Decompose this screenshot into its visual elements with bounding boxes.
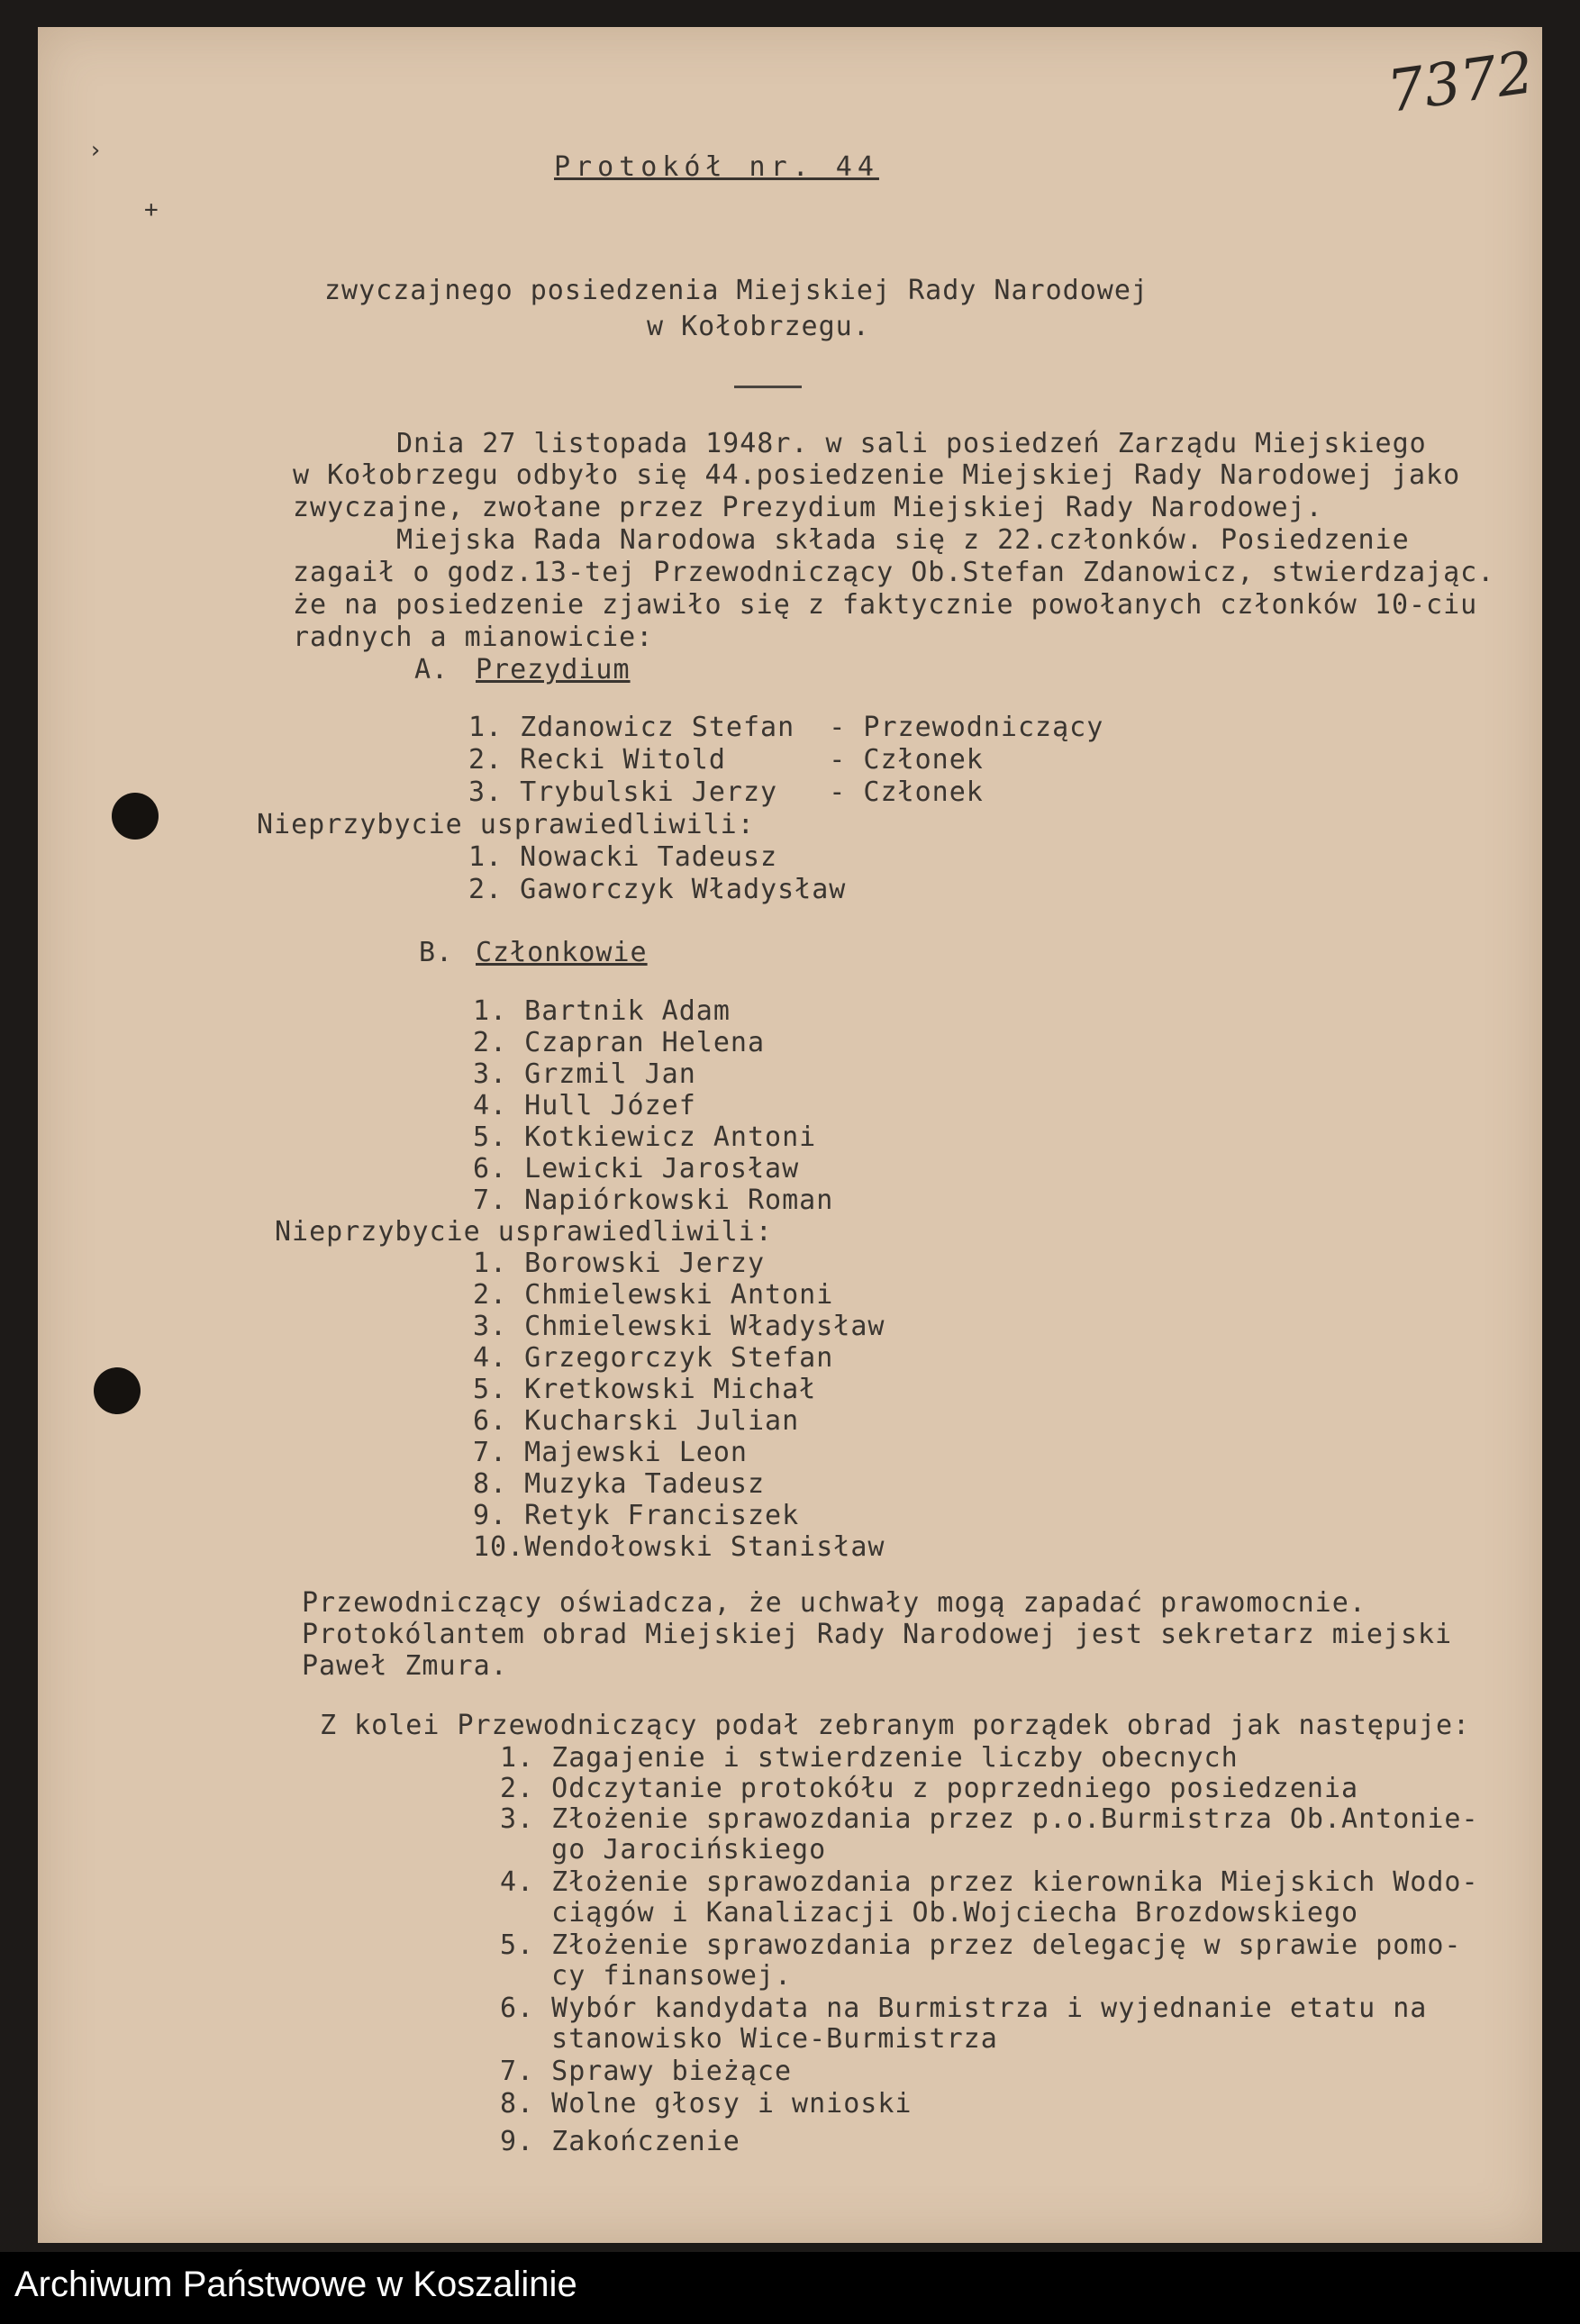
list-item: 7. Majewski Leon <box>473 1437 748 1468</box>
agenda-item: stanowisko Wice-Burmistrza <box>500 2023 998 2055</box>
archive-name: Archiwum Państwowe w Koszalinie <box>14 2265 577 2304</box>
margin-mark: › <box>88 137 103 164</box>
intro-line: w Kołobrzegu odbyło się 44.posiedzenie Miejskiej Rady Narodowej jako <box>293 459 1461 491</box>
agenda-item: 4. Złożenie sprawozdania przez kierownika Miejskich Wodo- <box>500 1866 1479 1898</box>
document-title: Protokół nr. 44 <box>554 151 879 183</box>
intro-line: zwyczajne, zwołane przez Prezydium Miejskiej Rady Narodowej. <box>293 492 1323 523</box>
section-letter: B. <box>419 937 454 968</box>
punch-hole <box>112 793 159 840</box>
intro-line: Dnia 27 listopada 1948r. w sali posiedzeń Zarządu Miejskiego <box>396 428 1427 459</box>
list-item: 5. Kotkiewicz Antoni <box>473 1121 817 1153</box>
agenda-item: cy finansowej. <box>500 1960 793 1992</box>
list-item: 8. Muzyka Tadeusz <box>473 1468 766 1500</box>
absent-label: Nieprzybycie usprawiedliwili: <box>257 809 755 840</box>
list-item: 1. Nowacki Tadeusz <box>468 841 778 873</box>
subtitle-line: zwyczajnego posiedzenia Miejskiej Rady Narodowej <box>324 275 1149 306</box>
agenda-intro: Z kolei Przewodniczący podał zebranym porządek obrad jak następuje: <box>320 1710 1471 1741</box>
list-item: 3. Grzmil Jan <box>473 1058 696 1090</box>
section-heading: Prezydium <box>476 654 631 685</box>
statement-line: Paweł Zmura. <box>302 1650 508 1682</box>
intro-line: że na posiedzenie zjawiło się z faktycznie powołanych członków 10-ciu <box>293 589 1478 621</box>
list-item: 6. Kucharski Julian <box>473 1405 800 1437</box>
agenda-item: 8. Wolne głosy i wnioski <box>500 2088 913 2120</box>
intro-line: zagaił o godz.13-tej Przewodniczący Ob.Stefan Zdanowicz, stwierdzając. <box>293 557 1495 588</box>
agenda-item: 3. Złożenie sprawozdania przez p.o.Burmistrza Ob.Antonie- <box>500 1803 1479 1835</box>
list-item: 2. Chmielewski Antoni <box>473 1279 834 1311</box>
section-heading: Członkowie <box>476 937 648 968</box>
list-item: 5. Kretkowski Michał <box>473 1374 817 1405</box>
intro-line: Miejska Rada Narodowa składa się z 22.członków. Posiedzenie <box>396 524 1410 556</box>
section-letter: A. <box>414 654 449 685</box>
agenda-item: 2. Odczytanie protokółu z poprzedniego posiedzenia <box>500 1773 1359 1804</box>
list-item: 4. Hull Józef <box>473 1090 696 1121</box>
list-item: 1. Zdanowicz Stefan - Przewodniczący <box>468 712 1104 743</box>
list-item: 4. Grzegorczyk Stefan <box>473 1342 834 1374</box>
punch-hole <box>94 1367 141 1414</box>
agenda-item: 7. Sprawy bieżące <box>500 2056 793 2087</box>
margin-mark: + <box>144 196 159 223</box>
absent-label: Nieprzybycie usprawiedliwili: <box>275 1216 773 1248</box>
agenda-item: ciągów i Kanalizacji Ob.Wojciecha Brozdowskiego <box>500 1897 1359 1929</box>
list-item: 9. Retyk Franciszek <box>473 1500 800 1531</box>
list-item: 10.Wendołowski Stanisław <box>473 1531 885 1563</box>
agenda-item: 6. Wybór kandydata na Burmistrza i wyjednanie etatu na <box>500 1993 1428 2024</box>
list-item: 6. Lewicki Jarosław <box>473 1153 800 1185</box>
agenda-item: 9. Zakończenie <box>500 2126 740 2157</box>
subtitle-line: w Kołobrzegu. <box>647 311 870 342</box>
list-item: 1. Borowski Jerzy <box>473 1248 766 1279</box>
statement-line: Przewodniczący oświadcza, że uchwały mogą zapadać prawomocnie. <box>302 1587 1367 1619</box>
statement-line: Protokólantem obrad Miejskiej Rady Narodowej jest sekretarz miejski <box>302 1619 1453 1650</box>
intro-line: radnych a mianowicie: <box>293 622 654 653</box>
agenda-item: 5. Złożenie sprawozdania przez delegację w sprawie pomo- <box>500 1929 1462 1961</box>
list-item: 2. Czapran Helena <box>473 1027 766 1058</box>
list-item: 3. Trybulski Jerzy - Członek <box>468 776 984 808</box>
separator-line <box>734 386 802 388</box>
list-item: 7. Napiórkowski Roman <box>473 1185 834 1216</box>
list-item: 1. Bartnik Adam <box>473 995 731 1027</box>
agenda-item: go Jarocińskiego <box>500 1834 827 1866</box>
agenda-item: 1. Zagajenie i stwierdzenie liczby obecnych <box>500 1742 1239 1774</box>
archive-folio-number: 7372 <box>1383 40 1539 126</box>
list-item: 2. Recki Witold - Członek <box>468 744 984 776</box>
list-item: 2. Gaworczyk Władysław <box>468 874 847 905</box>
archive-footer-bar <box>0 2252 1580 2324</box>
list-item: 3. Chmielewski Władysław <box>473 1311 885 1342</box>
